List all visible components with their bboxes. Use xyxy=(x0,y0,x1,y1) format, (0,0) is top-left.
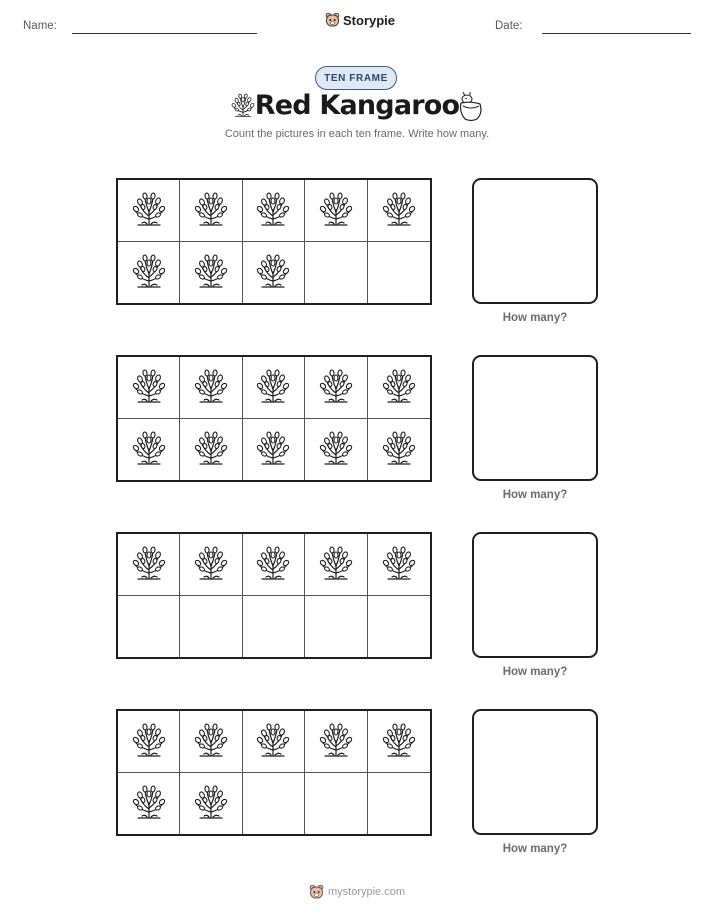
ten-frame-cell xyxy=(118,773,180,835)
ten-frame-cell xyxy=(368,180,430,242)
ten-frame-cell xyxy=(305,419,367,481)
how-many-label: How many? xyxy=(502,843,568,855)
ten-frame-cell xyxy=(305,534,367,596)
ten-frame xyxy=(116,532,432,659)
shrub-icon xyxy=(129,783,169,823)
ten-frame-cell xyxy=(305,242,367,304)
ten-frame-cell xyxy=(180,534,242,596)
worksheet-header xyxy=(0,0,714,50)
ten-frame-cell xyxy=(305,357,367,419)
shrub-icon xyxy=(253,367,293,407)
ten-frame-cell xyxy=(305,180,367,242)
ten-frame-cell xyxy=(368,773,430,835)
shrub-icon xyxy=(316,544,356,584)
ten-frame xyxy=(116,178,432,305)
storypie-mascot-icon xyxy=(325,12,340,28)
shrub-icon xyxy=(191,721,231,761)
shrub-icon xyxy=(379,721,419,761)
answer-box[interactable] xyxy=(472,709,598,835)
shrub-icon xyxy=(129,367,169,407)
kangaroo-pouch-icon xyxy=(457,92,485,122)
ten-frame-cell xyxy=(180,419,242,481)
shrub-icon xyxy=(191,544,231,584)
ten-frame-cell xyxy=(305,596,367,658)
ten-frame-cell xyxy=(243,242,305,304)
ten-frame-cell xyxy=(180,711,242,773)
shrub-icon xyxy=(129,721,169,761)
ten-frame-cell xyxy=(180,180,242,242)
shrub-icon xyxy=(191,783,231,823)
title-row xyxy=(0,90,714,126)
how-many-label: How many? xyxy=(502,312,568,324)
shrub-icon xyxy=(253,190,293,230)
ten-frame-cell xyxy=(305,773,367,835)
how-many-label: How many? xyxy=(502,489,568,501)
ten-frame-cell xyxy=(118,534,180,596)
ten-frame-cell xyxy=(180,357,242,419)
footer-url[interactable]: mystorypie.com xyxy=(327,886,406,898)
ten-frame-cell xyxy=(368,242,430,304)
ten-frame-cell xyxy=(118,419,180,481)
page-title: Red Kangaroo xyxy=(254,90,460,121)
date-label: Date: xyxy=(495,20,523,32)
answer-box[interactable] xyxy=(472,355,598,481)
ten-frame-cell xyxy=(305,711,367,773)
shrub-icon xyxy=(129,429,169,469)
ten-frame-cell xyxy=(368,419,430,481)
ten-frame-cell xyxy=(243,419,305,481)
storypie-mascot-icon xyxy=(309,884,324,900)
ten-frame xyxy=(116,355,432,482)
shrub-icon xyxy=(316,190,356,230)
ten-frame-badge: TEN FRAME xyxy=(315,66,397,90)
footer xyxy=(0,884,714,900)
storypie-logo xyxy=(325,12,395,28)
ten-frame-cell xyxy=(243,180,305,242)
ten-frame-cell xyxy=(180,596,242,658)
answer-box[interactable] xyxy=(472,178,598,304)
ten-frame-cell xyxy=(243,596,305,658)
ten-frame-cell xyxy=(243,357,305,419)
shrub-icon xyxy=(191,367,231,407)
ten-frame-cell xyxy=(118,711,180,773)
date-line[interactable] xyxy=(542,33,691,34)
ten-frame-cell xyxy=(243,773,305,835)
shrub-icon xyxy=(253,429,293,469)
ten-frame-cell xyxy=(368,357,430,419)
shrub-icon xyxy=(191,252,231,292)
ten-frame-cell xyxy=(368,711,430,773)
shrub-icon xyxy=(253,721,293,761)
ten-frame-cell xyxy=(180,773,242,835)
shrub-icon xyxy=(379,190,419,230)
shrub-icon xyxy=(379,367,419,407)
shrub-icon xyxy=(191,190,231,230)
brand-name: Storypie xyxy=(343,12,396,28)
ten-frame-cell xyxy=(118,596,180,658)
shrub-icon xyxy=(379,544,419,584)
ten-frame-cell xyxy=(118,242,180,304)
shrub-icon xyxy=(253,252,293,292)
answer-box[interactable] xyxy=(472,532,598,658)
name-label: Name: xyxy=(23,20,57,32)
shrub-icon xyxy=(191,429,231,469)
ten-frame xyxy=(116,709,432,836)
ten-frame-cell xyxy=(118,180,180,242)
instructions: Count the pictures in each ten frame. Write how many. xyxy=(224,128,490,140)
name-line[interactable] xyxy=(72,33,257,34)
shrub-icon xyxy=(129,252,169,292)
ten-frame-cell xyxy=(118,357,180,419)
how-many-label: How many? xyxy=(502,666,568,678)
ten-frame-cell xyxy=(243,711,305,773)
ten-frame-cell xyxy=(368,534,430,596)
shrub-icon xyxy=(129,190,169,230)
shrub-icon xyxy=(316,367,356,407)
shrub-icon xyxy=(316,429,356,469)
shrub-icon xyxy=(253,544,293,584)
shrub-icon xyxy=(379,429,419,469)
shrub-icon xyxy=(129,544,169,584)
ten-frame-cell xyxy=(243,534,305,596)
shrub-icon xyxy=(316,721,356,761)
ten-frame-cell xyxy=(368,596,430,658)
ten-frame-cell xyxy=(180,242,242,304)
